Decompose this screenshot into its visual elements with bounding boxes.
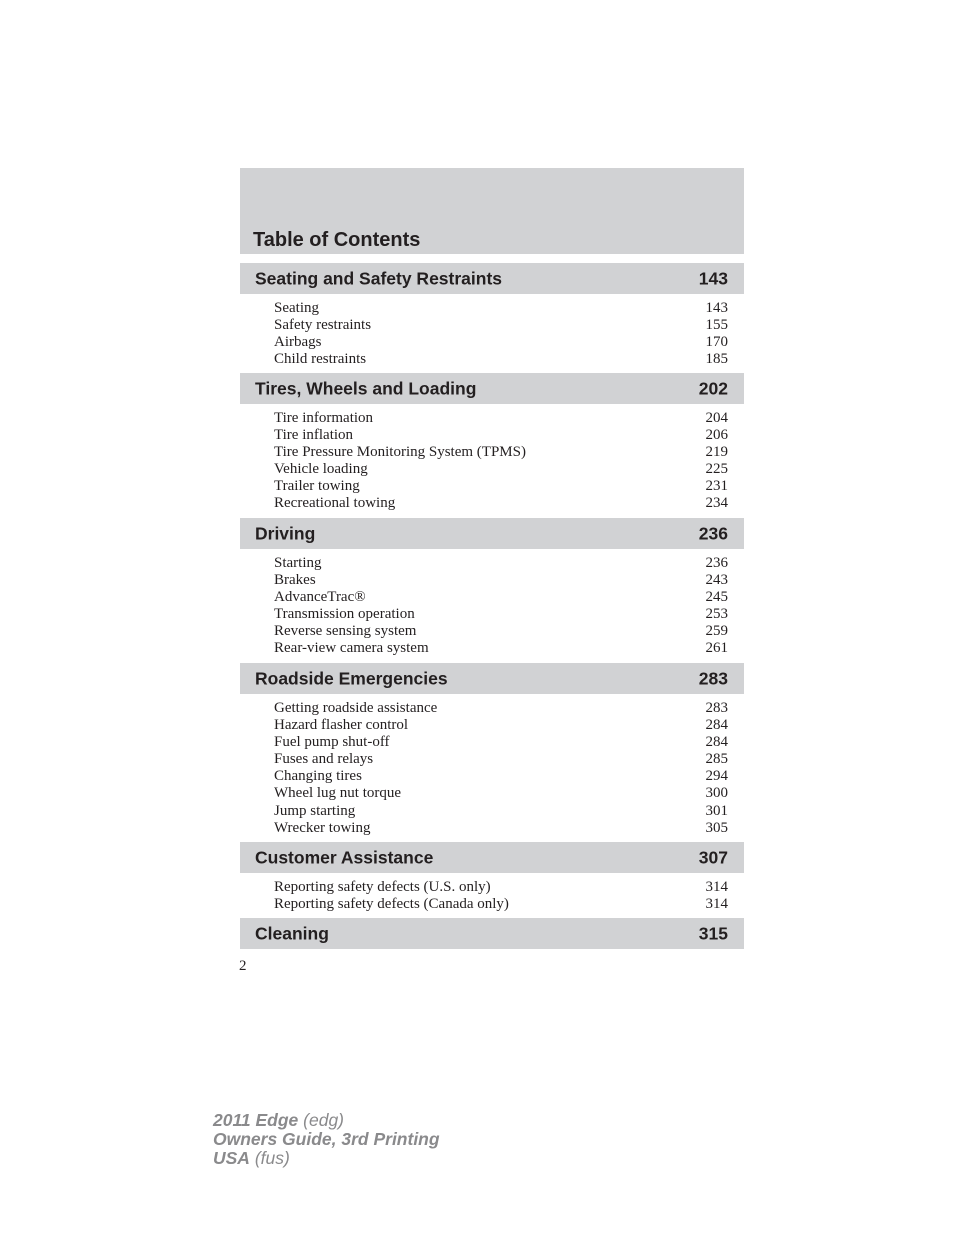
section-header[interactable] (240, 842, 744, 873)
subsection-list (274, 555, 728, 658)
list-item[interactable]: Reporting safety defects (Canada only) 314 (274, 896, 728, 913)
list-item[interactable]: Airbags 170 (274, 334, 728, 351)
list-item[interactable]: Starting 236 (274, 555, 728, 571)
list-item[interactable]: Jump starting 301 (274, 802, 728, 819)
section-title: Roadside Emergencies (255, 668, 448, 688)
subsection-list (274, 700, 728, 837)
list-item[interactable]: Seating 143 (274, 300, 728, 316)
list-item[interactable]: Rear-view camera system 261 (274, 640, 728, 657)
list-item[interactable]: Transmission operation 253 (274, 606, 728, 623)
section-header[interactable] (240, 518, 744, 549)
section-page: 307 (698, 847, 728, 867)
list-item[interactable]: Wheel lug nut torque 300 (274, 785, 728, 802)
list-item[interactable]: Tire Pressure Monitoring System (TPMS) 219 (274, 444, 728, 461)
footer-market-code: (fus) (254, 1148, 290, 1168)
list-item[interactable]: Getting roadside assistance 283 (274, 700, 728, 716)
subsection-list (274, 300, 728, 368)
section-header[interactable] (240, 663, 744, 694)
section-title: Cleaning (255, 923, 329, 943)
toc-header (240, 168, 744, 254)
page-title: Table of Contents (253, 229, 421, 251)
list-item[interactable]: Tire inflation 206 (274, 427, 728, 444)
list-item[interactable]: AdvanceTrac® 245 (274, 589, 728, 606)
section-title: Tires, Wheels and Loading (255, 378, 477, 398)
section-page: 202 (698, 378, 728, 398)
subsection-list (274, 879, 728, 913)
list-item[interactable]: Wrecker towing 305 (274, 819, 728, 836)
list-item[interactable]: Brakes 243 (274, 572, 728, 589)
section-header[interactable] (240, 263, 744, 294)
footer-model-code: (edg) (303, 1110, 345, 1130)
section-title: Customer Assistance (255, 847, 434, 867)
section-header[interactable] (240, 373, 744, 404)
list-item[interactable]: Fuses and relays 285 (274, 751, 728, 768)
list-item[interactable]: Vehicle loading 225 (274, 461, 728, 478)
section-title: Seating and Safety Restraints (255, 268, 503, 288)
subsection-list (274, 410, 728, 513)
list-item[interactable]: Tire information 204 (274, 410, 728, 426)
page-number: 2 (239, 958, 247, 974)
footer-model: 2011 Edge (213, 1110, 299, 1130)
section-page: 315 (698, 923, 728, 943)
list-item[interactable]: Child restraints 185 (274, 351, 728, 368)
section-header[interactable] (240, 918, 744, 949)
section-page: 236 (698, 523, 728, 543)
list-item[interactable]: Hazard flasher control 284 (274, 717, 728, 734)
footer-edition: Owners Guide, 3rd Printing (213, 1129, 440, 1149)
list-item[interactable]: Fuel pump shut-off 284 (274, 734, 728, 751)
list-item[interactable]: Trailer towing 231 (274, 478, 728, 495)
list-item[interactable]: Changing tires 294 (274, 768, 728, 785)
section-page: 143 (698, 268, 728, 288)
section-title: Driving (255, 523, 316, 543)
list-item[interactable]: Reverse sensing system 259 (274, 623, 728, 640)
footer-market: USA (213, 1148, 250, 1168)
footer (213, 1111, 440, 1168)
section-page: 283 (698, 668, 728, 688)
list-item[interactable]: Reporting safety defects (U.S. only) 314 (274, 879, 728, 895)
list-item[interactable]: Recreational towing 234 (274, 495, 728, 512)
list-item[interactable]: Safety restraints 155 (274, 317, 728, 334)
